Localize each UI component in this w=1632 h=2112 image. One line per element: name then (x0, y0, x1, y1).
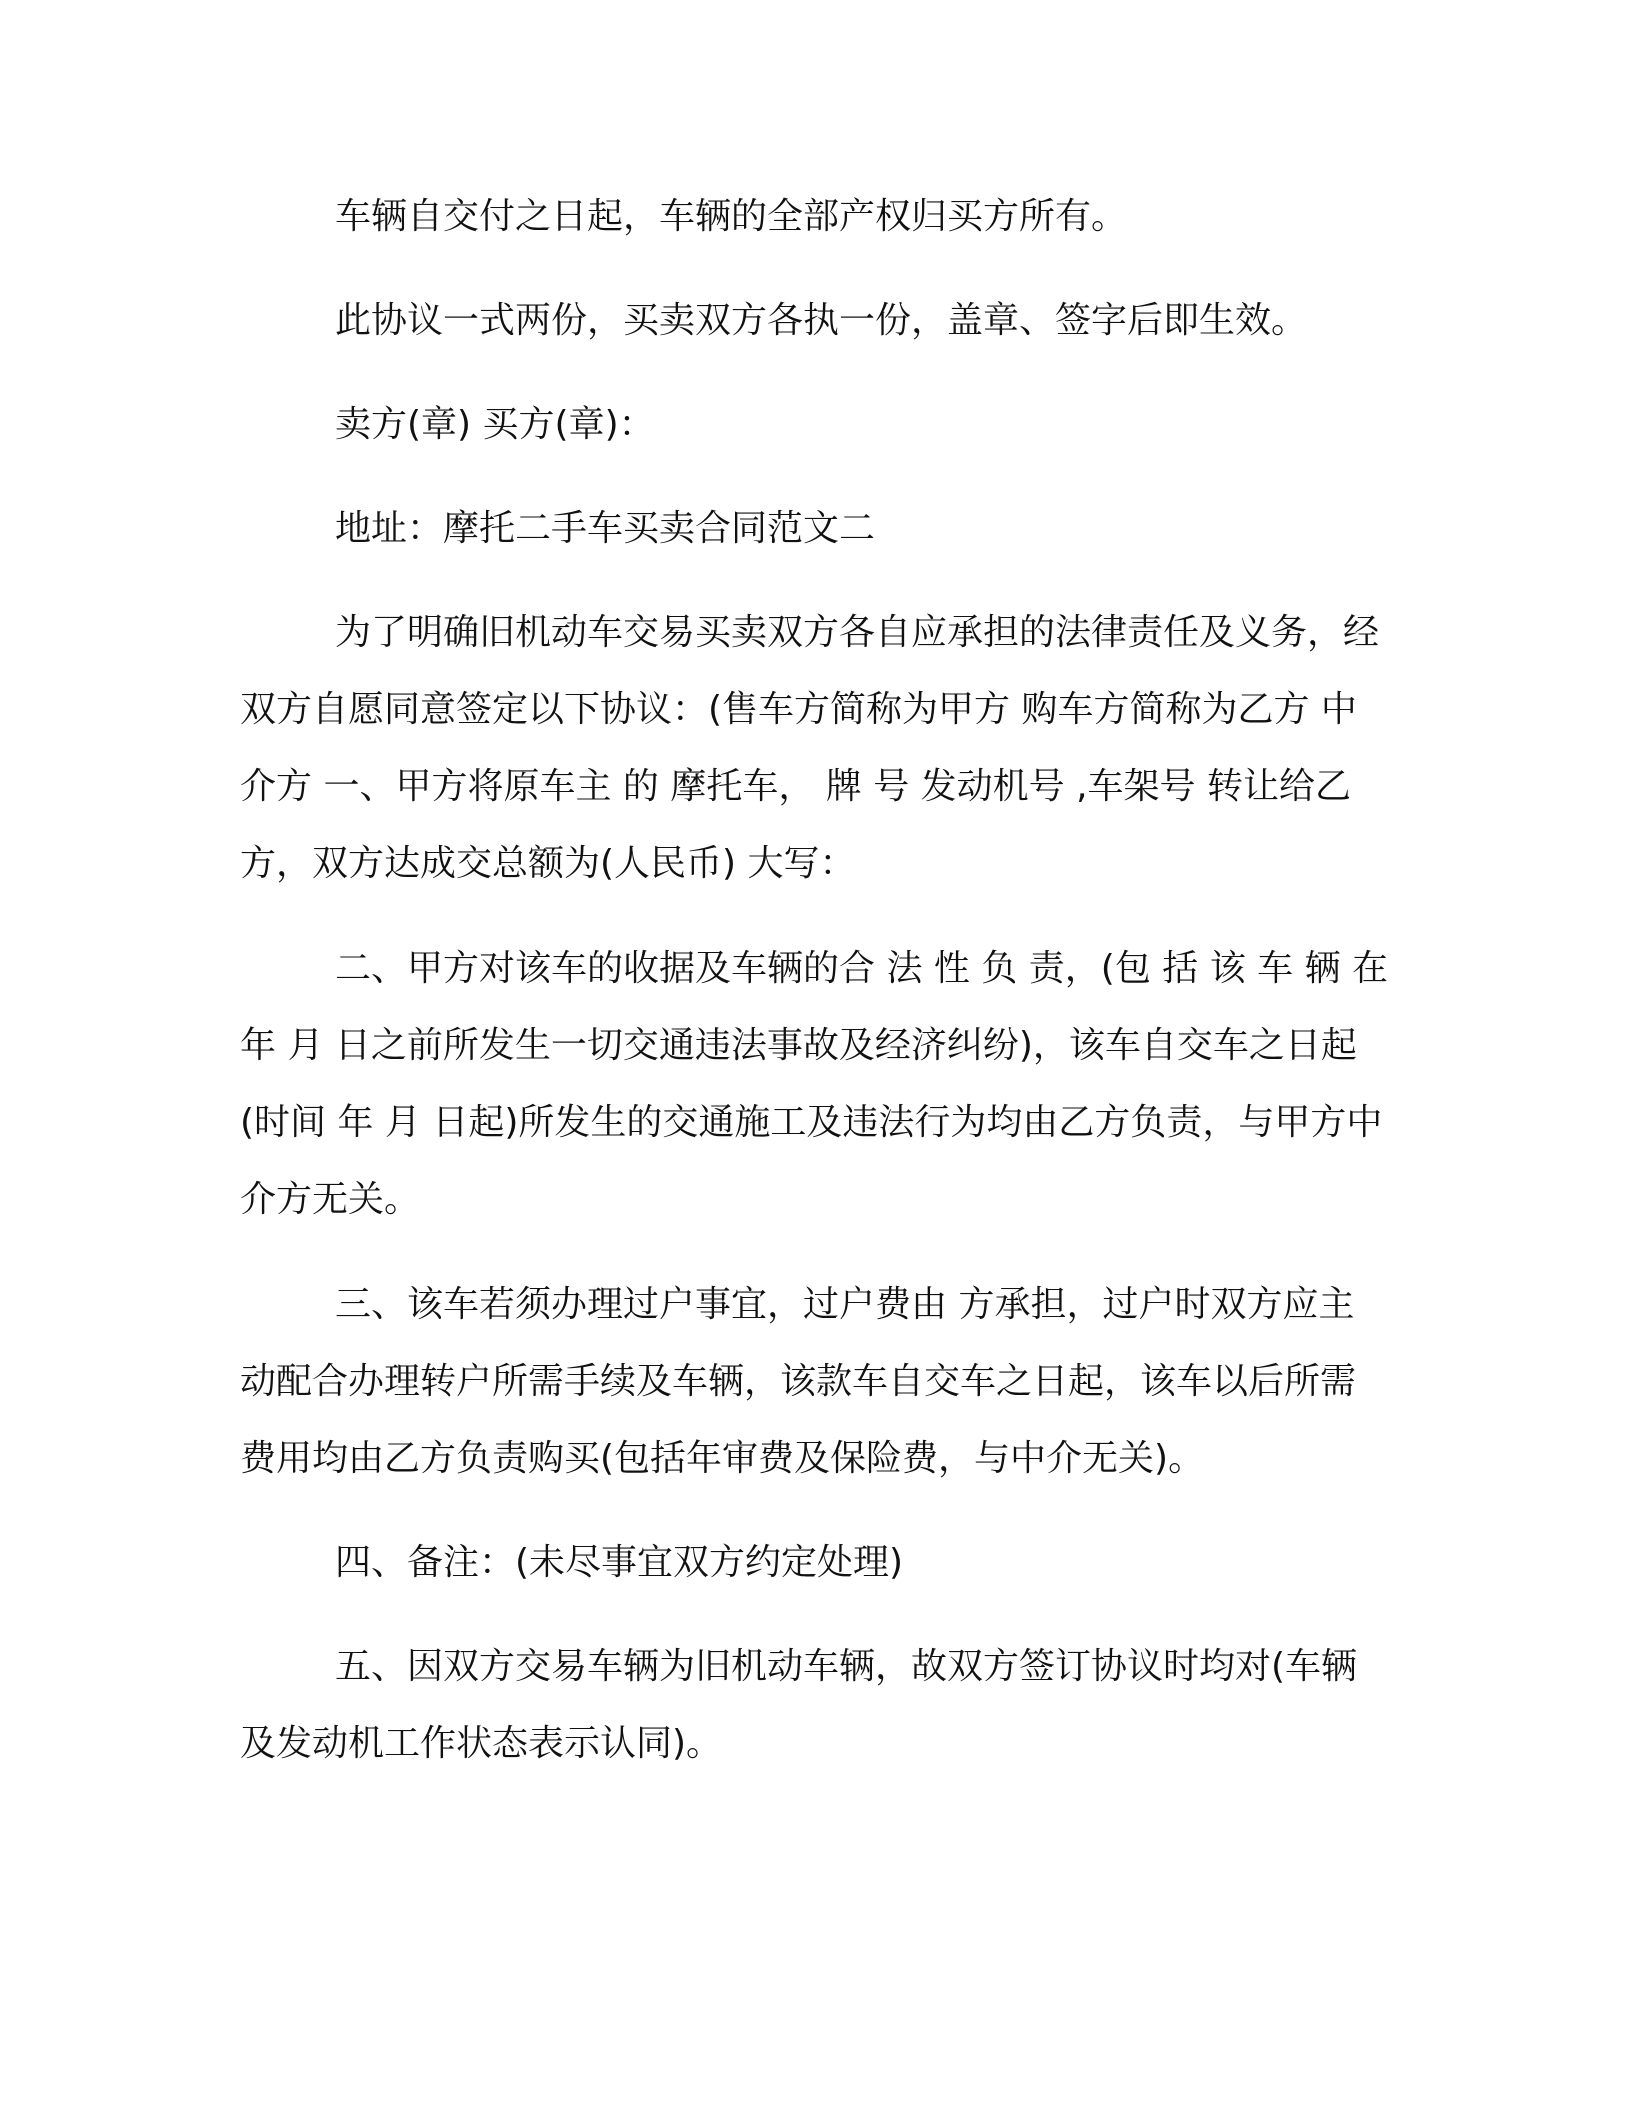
paragraph-clause-two: 二、甲方对该车的收据及车辆的合 法 性 负 责，(包 括 该 车 辆 在 年 月 日之前所发生一切交通违法事故及经济纠纷)，该车自交车之日起(时间 年 月 日起)所发生的交通施工及违法行为均由乙方负责，与甲方中介方无关。 (240, 948, 1400, 1220)
paragraph-intro-clause-one: 为了明确旧机动车交易买卖双方各自应承担的法律责任及义务，经双方自愿同意签定以下协议：(售车方简称为甲方 购车方简称为乙方 中介方 一、甲方将原车主 的 摩托车， 牌 号 发动机号 ,车架号 转让给乙方，双方达成交总额为(人民币) 大写： (240, 612, 1380, 884)
paragraph-ownership-transfer: 车辆自交付之日起，车辆的全部产权归买方所有。 (335, 196, 1128, 237)
paragraph-clause-four: 四、备注：(未尽事宜双方约定处理) (335, 1542, 904, 1583)
paragraph-clause-three: 三、该车若须办理过户事宜，过户费由 方承担，过户时双方应主动配合办理转户所需手续及车辆，该款车自交车之日起，该车以后所需费用均由乙方负责购买(包括年审费及保险费，与中介无关)。 (240, 1284, 1357, 1479)
paragraph-seller-buyer-seal: 卖方(章) 买方(章)： (335, 404, 655, 445)
paragraph-clause-five: 五、因双方交易车辆为旧机动车辆，故双方签订协议时均对(车辆及发动机工作状态表示认同)。 (240, 1646, 1358, 1764)
paragraph-agreement-copies: 此协议一式两份，买卖双方各执一份，盖章、签字后即生效。 (335, 300, 1308, 341)
paragraph-address-title: 地址：摩托二手车买卖合同范文二 (335, 508, 876, 549)
